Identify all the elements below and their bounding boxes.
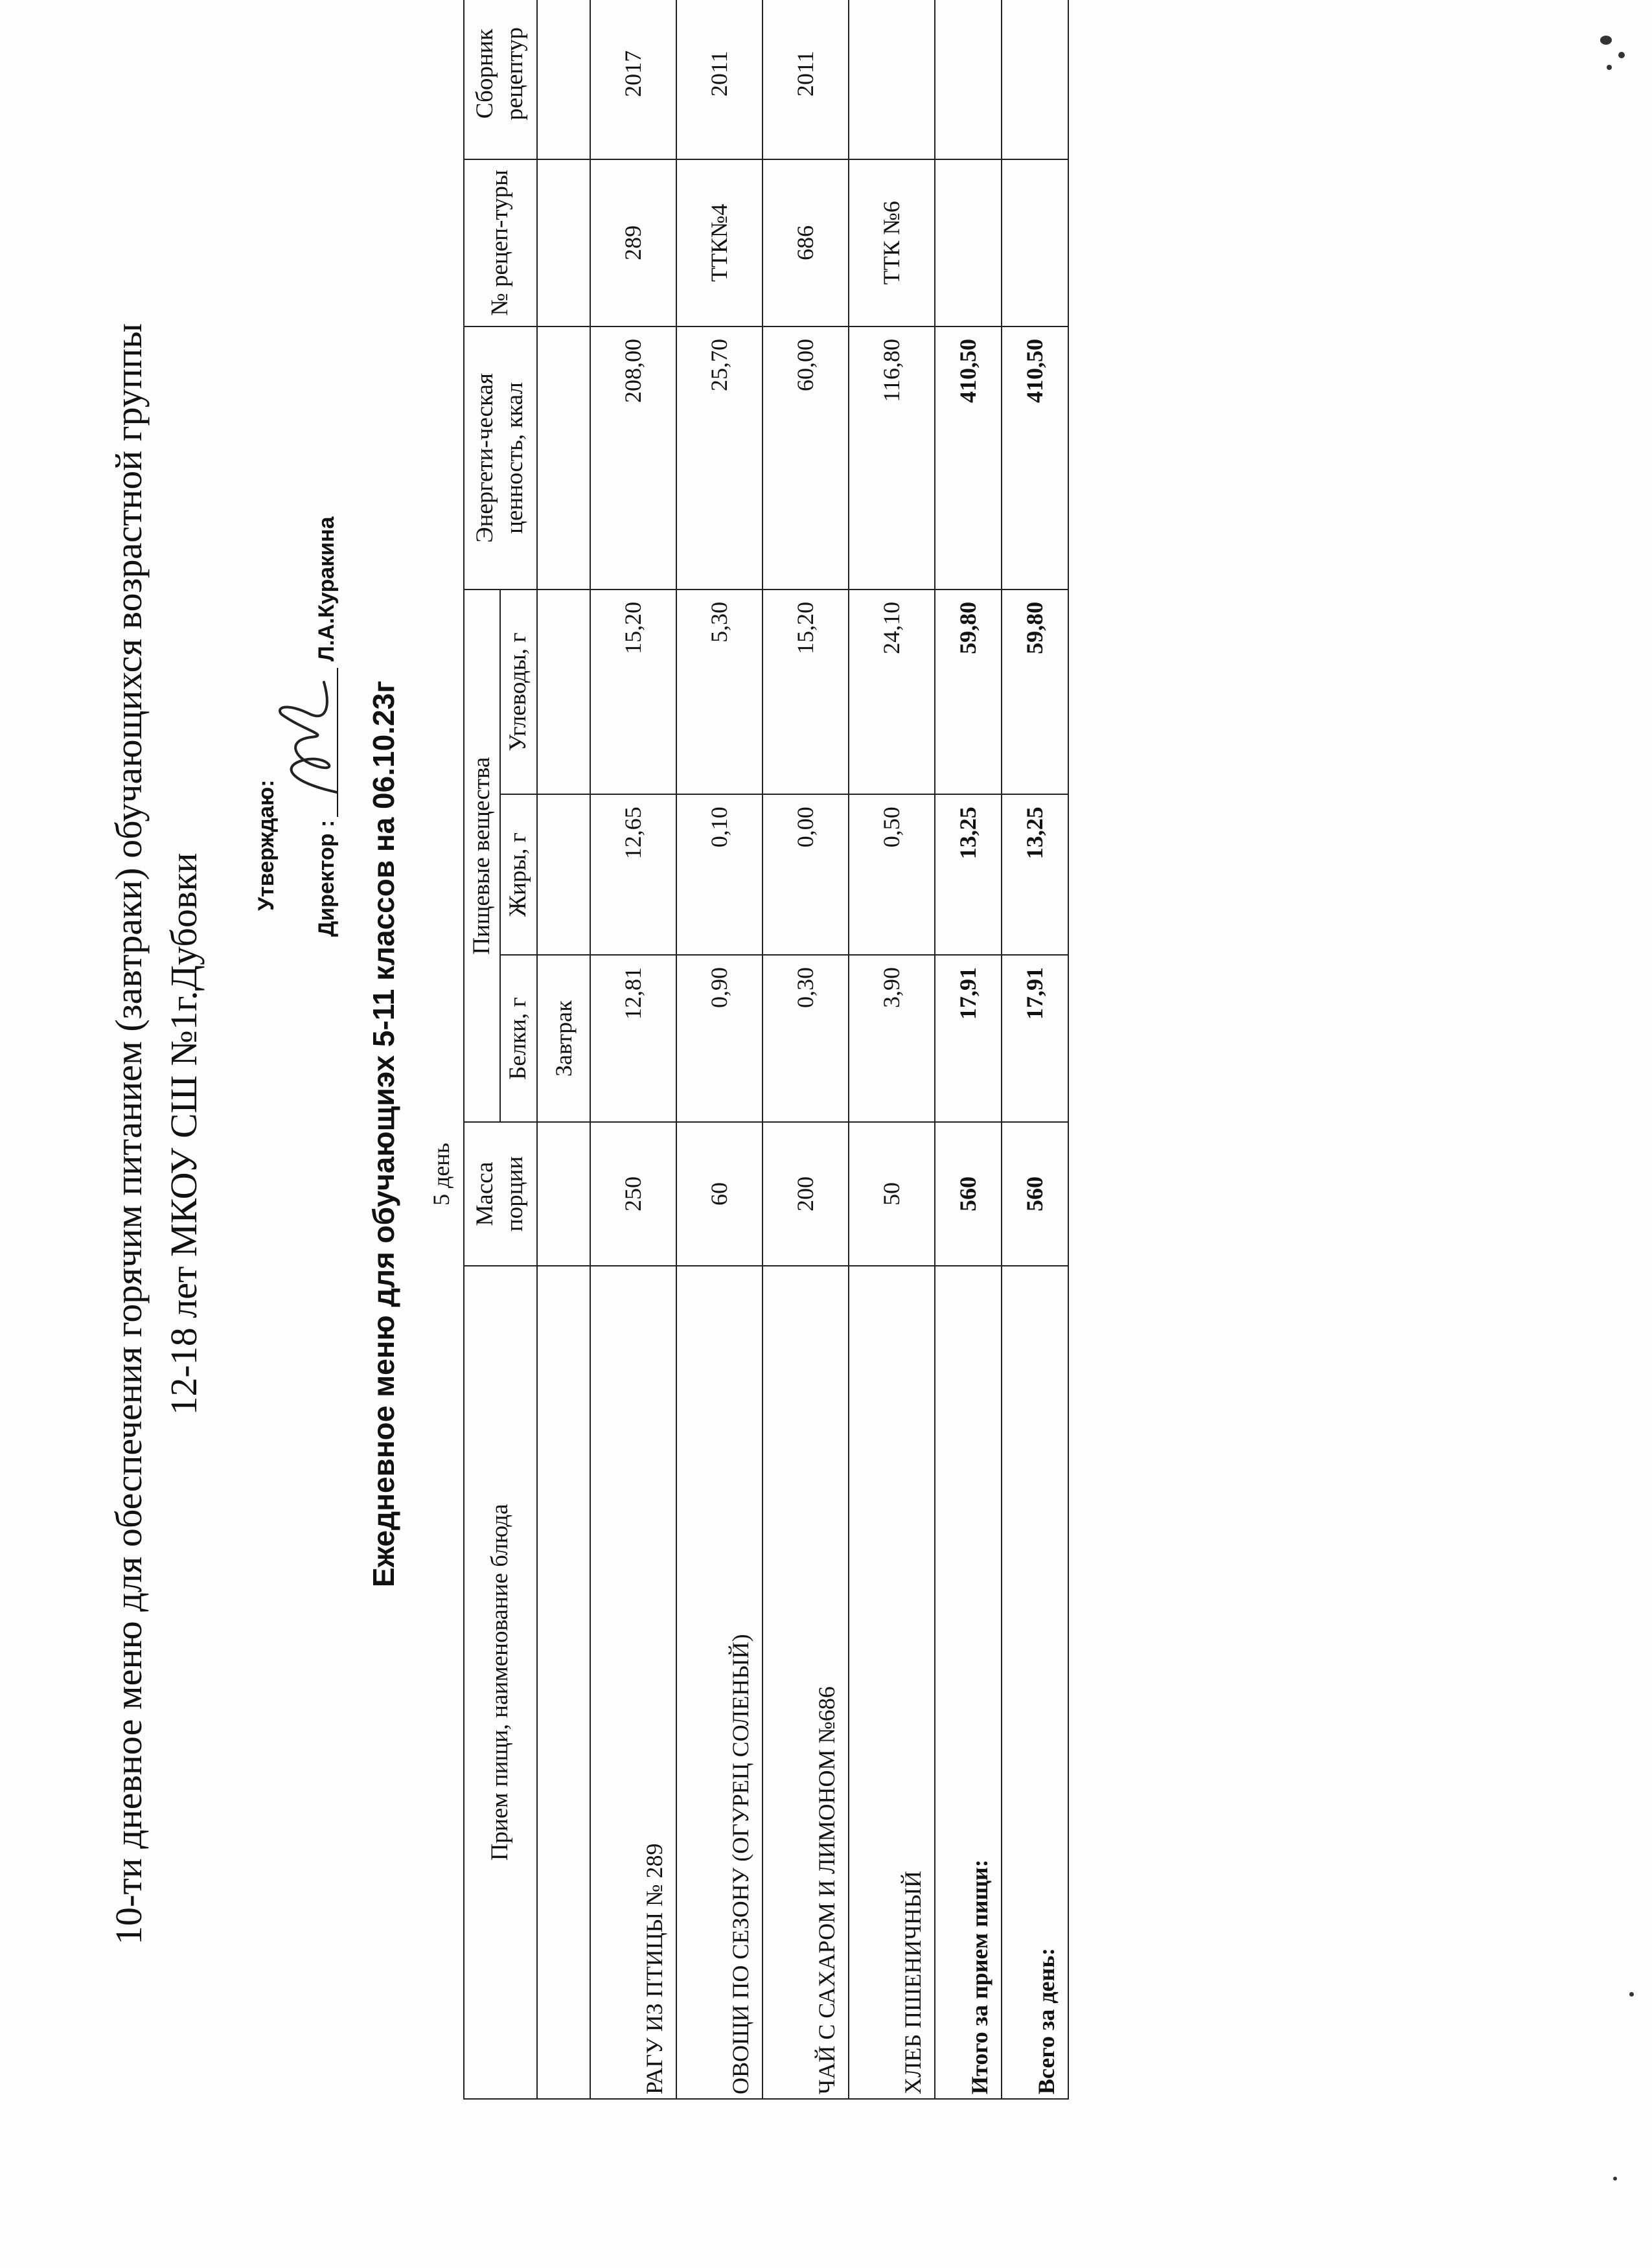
header-nutrients-group: Пищевые вещества	[464, 590, 500, 1122]
total-mass: 560	[1002, 1122, 1068, 1265]
director-signature	[266, 663, 347, 812]
dish-energy: 25,70	[676, 326, 763, 590]
dish-collection	[849, 0, 935, 159]
dish-recipe: 686	[763, 159, 849, 326]
dish-mass: 250	[590, 1122, 676, 1265]
header-carbs: Углеводы, г	[500, 590, 536, 794]
total-fats: 13,25	[1002, 794, 1068, 955]
dish-collection: 2017	[590, 0, 676, 159]
table-row	[676, 0, 763, 2099]
header-fats: Жиры, г	[500, 794, 536, 955]
dish-recipe: 289	[590, 159, 676, 326]
dish-proteins: 0,30	[763, 955, 849, 1122]
menu-table	[463, 0, 1069, 2100]
dish-collection: 2011	[763, 0, 849, 159]
header-meal-name: Прием пищи, наименование блюда	[464, 1266, 537, 2099]
total-carbs: 59,80	[1002, 590, 1068, 794]
dish-mass: 50	[849, 1122, 935, 1265]
subtotal-carbs: 59,80	[935, 590, 1002, 794]
dish-proteins: 3,90	[849, 955, 935, 1122]
menu-subtitle: Ежедневное меню для обучающиэх 5-11 классов на 06.10.23г	[367, 680, 400, 1588]
dish-carbs: 24,10	[849, 590, 935, 794]
director-label: Директор :	[314, 819, 339, 937]
table-row	[763, 0, 849, 2099]
dish-fats: 0,00	[763, 794, 849, 955]
section-label: Завтрак	[537, 955, 590, 1122]
dish-carbs: 5,30	[676, 590, 763, 794]
dish-carbs: 15,20	[763, 590, 849, 794]
document-title: 10-ти дневное меню для обеспечения горячим питанием (завтраки) обучающихся возрастной группы	[108, 323, 150, 1945]
header-proteins: Белки, г	[500, 955, 536, 1122]
header-energy: Энергети-ческая ценность, ккал	[464, 326, 537, 590]
dish-recipe: ТТК№4	[676, 159, 763, 326]
dish-mass: 60	[676, 1122, 763, 1265]
dish-proteins: 12,81	[590, 955, 676, 1122]
dish-recipe: ТТК №6	[849, 159, 935, 326]
dish-proteins: 0,90	[676, 955, 763, 1122]
table-row	[590, 0, 676, 2099]
dish-collection: 2011	[676, 0, 763, 159]
header-recipe-no: № рецеп-туры	[464, 159, 537, 326]
dish-name: ХЛЕБ ПШЕНИЧНЫЙ	[849, 1266, 935, 2099]
director-name: Л.А.Куракина	[314, 516, 339, 661]
total-proteins: 17,91	[1002, 955, 1068, 1122]
dish-energy: 60,00	[763, 326, 849, 590]
approval-label: Утверждаю:	[254, 779, 279, 911]
section-row	[537, 0, 590, 2099]
document-title-line2: 12-18 лет МКОУ СШ №1г.Дубовки	[163, 853, 205, 1415]
day-label: 5 день	[428, 1143, 454, 1206]
header-mass: Масса порции	[464, 1122, 537, 1265]
dish-energy: 208,00	[590, 326, 676, 590]
subtotal-label: Итого за прием пищи:	[935, 1266, 1002, 2099]
subtotal-fats: 13,25	[935, 794, 1002, 955]
total-row	[1002, 0, 1068, 2099]
total-label: Всего за день:	[1002, 1266, 1068, 2099]
dish-fats: 12,65	[590, 794, 676, 955]
dish-energy: 116,80	[849, 326, 935, 590]
table-header-row	[464, 0, 500, 2099]
subtotal-energy: 410,50	[935, 326, 1002, 590]
table-row	[849, 0, 935, 2099]
total-energy: 410,50	[1002, 326, 1068, 590]
subtotal-proteins: 17,91	[935, 955, 1002, 1122]
subtotal-row	[935, 0, 1002, 2099]
header-collection: Сборник рецептур	[464, 0, 537, 159]
dish-name: ЧАЙ С САХАРОМ И ЛИМОНОМ №686	[763, 1266, 849, 2099]
subtotal-mass: 560	[935, 1122, 1002, 1265]
dish-name: ОВОЩИ ПО СЕЗОНУ (ОГУРЕЦ СОЛЕНЫЙ)	[676, 1266, 763, 2099]
dish-carbs: 15,20	[590, 590, 676, 794]
dish-name: РАГУ ИЗ ПТИЦЫ № 289	[590, 1266, 676, 2099]
dish-fats: 0,50	[849, 794, 935, 955]
dish-fats: 0,10	[676, 794, 763, 955]
dish-mass: 200	[763, 1122, 849, 1265]
